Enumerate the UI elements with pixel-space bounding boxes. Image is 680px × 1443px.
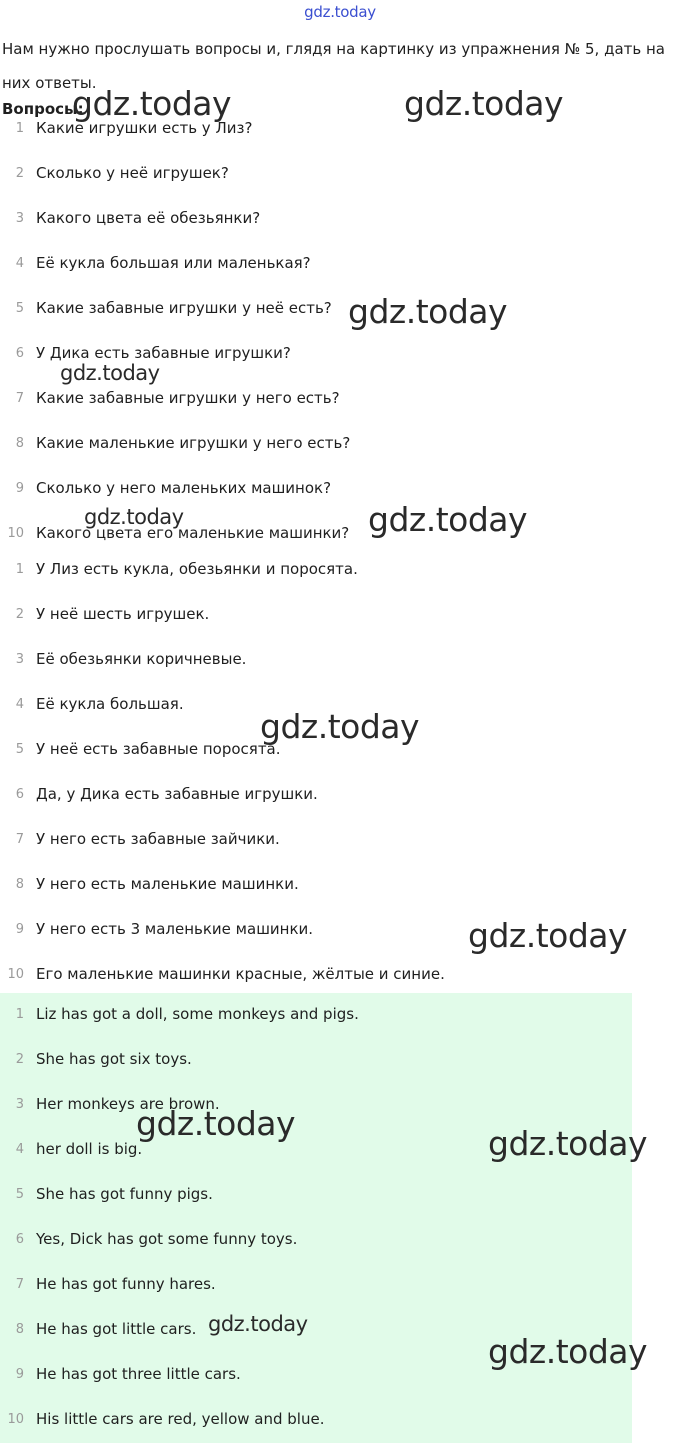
- list-item: [0, 1083, 632, 1128]
- list-item: [0, 1353, 632, 1398]
- answers-en-list: [0, 993, 632, 1443]
- item-number: 8: [15, 1322, 24, 1337]
- list-item: [0, 1308, 632, 1353]
- item-text: He has got three little cars.: [36, 1365, 241, 1383]
- watermark: gdz.today: [136, 1104, 296, 1143]
- watermark: gdz.today: [468, 916, 628, 955]
- watermark: gdz.today: [260, 707, 420, 746]
- item-text: He has got funny hares.: [36, 1275, 216, 1293]
- item-text: Her monkeys are brown.: [36, 1095, 220, 1113]
- item-text: Её кукла большая или маленькая?: [36, 254, 311, 272]
- item-text: Какие маленькие игрушки у него есть?: [36, 434, 351, 452]
- item-text: Её кукла большая.: [36, 695, 184, 713]
- item-text: her doll is big.: [36, 1140, 143, 1158]
- item-text: Какие забавные игрушки у него есть?: [36, 389, 340, 407]
- item-number: 8: [15, 877, 24, 892]
- item-number: 3: [15, 1097, 24, 1112]
- item-text: У Лиз есть кукла, обезьянки и поросята.: [36, 560, 358, 578]
- item-number: 2: [15, 607, 24, 622]
- item-text: Да, у Дика есть забавные игрушки.: [36, 785, 318, 803]
- item-number: 1: [15, 121, 24, 136]
- item-number: 8: [15, 436, 24, 451]
- item-text: Liz has got a doll, some monkeys and pigs.: [36, 1005, 359, 1023]
- item-text: Сколько у неё игрушек?: [36, 164, 229, 182]
- list-item: [0, 1128, 632, 1173]
- item-text: У Дика есть забавные игрушки?: [36, 344, 291, 362]
- item-number: 4: [15, 697, 24, 712]
- item-text: He has got little cars.: [36, 1320, 197, 1338]
- item-number: 2: [15, 166, 24, 181]
- item-number: 6: [15, 787, 24, 802]
- item-text: Yes, Dick has got some funny toys.: [36, 1230, 298, 1248]
- watermark: gdz.today: [488, 1332, 648, 1371]
- item-number: 7: [15, 832, 24, 847]
- item-number: 1: [15, 562, 24, 577]
- item-number: 9: [15, 922, 24, 937]
- item-number: 9: [15, 1367, 24, 1382]
- watermark: gdz.today: [60, 361, 160, 385]
- list-item: [0, 1398, 632, 1443]
- item-text: У него есть маленькие машинки.: [36, 875, 299, 893]
- item-text: His little cars are red, yellow and blue.: [36, 1410, 325, 1428]
- list-item: [0, 1173, 632, 1218]
- item-number: 10: [7, 526, 24, 541]
- item-number: 5: [15, 301, 24, 316]
- item-text: Какие игрушки есть у Лиз?: [36, 119, 253, 137]
- list-item: [0, 1218, 632, 1263]
- item-text: Какого цвета его маленькие машинки?: [36, 524, 350, 542]
- item-text: У неё шесть игрушек.: [36, 605, 210, 623]
- watermark: gdz.today: [404, 84, 564, 123]
- item-number: 9: [15, 481, 24, 496]
- list-item: [0, 1038, 632, 1083]
- watermark: gdz.today: [84, 505, 184, 529]
- item-text: Какого цвета её обезьянки?: [36, 209, 261, 227]
- item-number: 10: [7, 967, 24, 982]
- item-text: Её обезьянки коричневые.: [36, 650, 247, 668]
- site-header-logo[interactable]: gdz.today: [304, 3, 376, 21]
- item-number: 10: [7, 1412, 24, 1427]
- item-text: У него есть забавные зайчики.: [36, 830, 280, 848]
- item-number: 3: [15, 652, 24, 667]
- item-number: 6: [15, 1232, 24, 1247]
- questions-label: Вопросы:: [2, 100, 84, 118]
- watermark: gdz.today: [72, 84, 232, 123]
- item-text: Его маленькие машинки красные, жёлтые и синие.: [36, 965, 445, 983]
- item-number: 3: [15, 211, 24, 226]
- item-text: She has got funny pigs.: [36, 1185, 213, 1203]
- item-number: 4: [15, 1142, 24, 1157]
- item-text: У неё есть забавные поросята.: [36, 740, 281, 758]
- watermark: gdz.today: [208, 1312, 308, 1336]
- item-text: Сколько у него маленьких машинок?: [36, 479, 332, 497]
- watermark: gdz.today: [348, 292, 508, 331]
- list-item: [0, 1263, 632, 1308]
- item-number: 7: [15, 391, 24, 406]
- watermark: gdz.today: [368, 500, 528, 539]
- intro-text: Нам нужно прослушать вопросы и, глядя на картинку из упражнения № 5, дать на них ответы.: [2, 40, 665, 92]
- item-number: 4: [15, 256, 24, 271]
- item-number: 1: [15, 1007, 24, 1022]
- item-number: 7: [15, 1277, 24, 1292]
- list-item: [0, 993, 632, 1038]
- item-number: 5: [15, 742, 24, 757]
- watermark: gdz.today: [488, 1124, 648, 1163]
- item-number: 5: [15, 1187, 24, 1202]
- item-text: У него есть 3 маленькие машинки.: [36, 920, 314, 938]
- item-number: 2: [15, 1052, 24, 1067]
- item-number: 6: [15, 346, 24, 361]
- item-text: Какие забавные игрушки у неё есть?: [36, 299, 332, 317]
- item-text: She has got six toys.: [36, 1050, 192, 1068]
